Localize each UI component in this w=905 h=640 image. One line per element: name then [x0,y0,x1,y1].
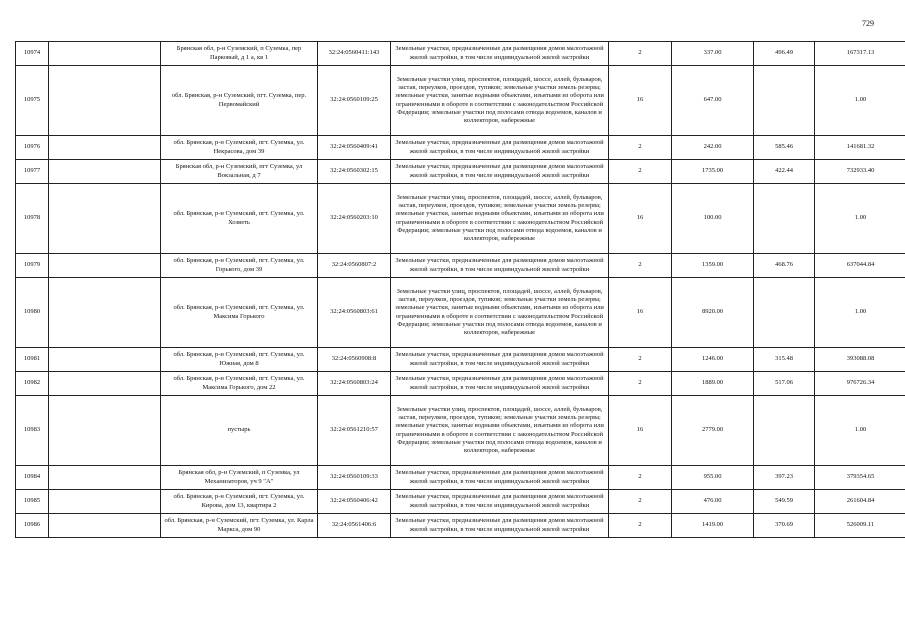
cadastral-value-cell: 141681.32 [815,136,905,160]
row-number: 10980 [16,278,49,348]
empty-cell [49,466,161,490]
land-use-cell: Земельные участки улиц, проспектов, площадей, шоссе, аллей, бульваров, застав, переулков, проездов, тупиков; земельные участки земель резерва; земельные участки, занятые водными объектами, изъятыми из оборота или ограниченными в обороте в соответствии с законодательством Российской Федерации; земельные участки под полосами отвода водоемов, каналов и коллекторов, набережные [391,184,609,254]
row-number: 10975 [16,66,49,136]
table-row [16,466,905,490]
empty-cell [49,396,161,466]
area-cell: 1419.00 [672,514,754,538]
cadastral-number-cell: 32:24:0560411:143 [318,42,391,66]
use-type-code-cell: 16 [609,184,672,254]
cadastral-value-cell: 1.00 [815,396,905,466]
row-number: 10984 [16,466,49,490]
table-row [16,160,905,184]
cadastral-number-cell: 32:24:0560406:42 [318,490,391,514]
cadastral-value-cell: 167317.13 [815,42,905,66]
empty-cell [49,160,161,184]
specific-value-cell [754,396,815,466]
row-number: 10983 [16,396,49,466]
cadastral-number-cell: 32:24:0560807:2 [318,254,391,278]
land-use-cell: Земельные участки, предназначенные для размещения домов малоэтажной жилой застройки, в том числе индивидуальной жилой застройки [391,42,609,66]
address-cell: обл. Брянская, р-н Суземский, пгт. Суземка, ул. Горького, дом 39 [161,254,318,278]
table-row [16,348,905,372]
cadastral-number-cell: 32:24:0560803:24 [318,372,391,396]
specific-value-cell: 517.06 [754,372,815,396]
address-cell: обл. Брянская, р-н Суземский, пгт. Суземка, ул. Кирова, дом 13, квартира 2 [161,490,318,514]
empty-cell [49,490,161,514]
land-use-cell: Земельные участки, предназначенные для размещения домов малоэтажной жилой застройки, в том числе индивидуальной жилой застройки [391,136,609,160]
cadastral-value-cell: 732933.40 [815,160,905,184]
empty-cell [49,66,161,136]
use-type-code-cell: 2 [609,160,672,184]
table-row [16,514,905,538]
empty-cell [49,372,161,396]
area-cell: 955.00 [672,466,754,490]
address-cell: Брянская обл, р-н Суземский, п Суземка, пер Парковый, д 1 а, кв 1 [161,42,318,66]
row-number: 10977 [16,160,49,184]
specific-value-cell: 422.44 [754,160,815,184]
specific-value-cell: 315.48 [754,348,815,372]
table-row [16,136,905,160]
row-number: 10979 [16,254,49,278]
table-row [16,66,905,136]
specific-value-cell: 397.23 [754,466,815,490]
use-type-code-cell: 2 [609,372,672,396]
address-cell: обл. Брянская, р-н Суземский, пгт. Суземка, пер. Первомайский [161,66,318,136]
land-use-cell: Земельные участки, предназначенные для размещения домов малоэтажной жилой застройки, в том числе индивидуальной жилой застройки [391,514,609,538]
table-row [16,254,905,278]
specific-value-cell: 496.49 [754,42,815,66]
cadastral-number-cell: 32:24:0561210:57 [318,396,391,466]
empty-cell [49,348,161,372]
area-cell: 1889.00 [672,372,754,396]
table-row [16,396,905,466]
table-row [16,184,905,254]
area-cell: 337.00 [672,42,754,66]
use-type-code-cell: 2 [609,348,672,372]
address-cell: обл. Брянская, р-н Суземский, пгт. Суземка, ул. Максима Горького, дом 22 [161,372,318,396]
area-cell: 100.00 [672,184,754,254]
row-number: 10974 [16,42,49,66]
use-type-code-cell: 2 [609,490,672,514]
use-type-code-cell: 2 [609,254,672,278]
cadastral-value-cell: 637044.84 [815,254,905,278]
specific-value-cell: 585.46 [754,136,815,160]
empty-cell [49,254,161,278]
use-type-code-cell: 2 [609,42,672,66]
cadastral-value-cell: 261604.84 [815,490,905,514]
address-cell: обл. Брянская, р-н Суземский, пгт. Суземка, ул. Карла Маркса, дом 90 [161,514,318,538]
cadastral-number-cell: 32:24:0560908:8 [318,348,391,372]
row-number: 10978 [16,184,49,254]
use-type-code-cell: 2 [609,136,672,160]
area-cell: 647.00 [672,66,754,136]
cadastral-value-cell: 976726.34 [815,372,905,396]
table-body [16,42,905,538]
empty-cell [49,278,161,348]
cadastral-value-cell: 379354.65 [815,466,905,490]
row-number: 10981 [16,348,49,372]
cadastral-number-cell: 32:24:0560409:41 [318,136,391,160]
area-cell: 2779.00 [672,396,754,466]
land-use-cell: Земельные участки, предназначенные для размещения домов малоэтажной жилой застройки, в том числе индивидуальной жилой застройки [391,490,609,514]
area-cell: 242.00 [672,136,754,160]
specific-value-cell: 549.59 [754,490,815,514]
address-cell: Брянская обл, р-н Суземский, пгт Суземка, ул Вокзальная, д 7 [161,160,318,184]
use-type-code-cell: 2 [609,514,672,538]
area-cell: 8920.00 [672,278,754,348]
land-use-cell: Земельные участки улиц, проспектов, площадей, шоссе, аллей, бульваров, застав, переулков, проездов, тупиков; земельные участки земель резерва; земельные участки, занятые водными объектами, изъятыми из оборота или ограниченными в обороте в соответствии с законодательством Российской Федерации; земельные участки под полосами отвода водоемов, каналов и коллекторов, набережные [391,66,609,136]
empty-cell [49,136,161,160]
use-type-code-cell: 16 [609,66,672,136]
cadastral-number-cell: 32:24:0560109:25 [318,66,391,136]
land-use-cell: Земельные участки, предназначенные для размещения домов малоэтажной жилой застройки, в том числе индивидуальной жилой застройки [391,372,609,396]
area-cell: 1246.00 [672,348,754,372]
table-row [16,490,905,514]
land-use-cell: Земельные участки, предназначенные для размещения домов малоэтажной жилой застройки, в том числе индивидуальной жилой застройки [391,348,609,372]
cadastral-value-cell: 1.00 [815,278,905,348]
row-number: 10982 [16,372,49,396]
table-row [16,278,905,348]
specific-value-cell [754,66,815,136]
specific-value-cell: 468.76 [754,254,815,278]
page-number: 729 [862,19,874,28]
use-type-code-cell: 2 [609,466,672,490]
specific-value-cell [754,184,815,254]
land-use-cell: Земельные участки, предназначенные для размещения домов малоэтажной жилой застройки, в том числе индивидуальной жилой застройки [391,254,609,278]
cadastral-number-cell: 32:24:0560203:10 [318,184,391,254]
cadastral-value-cell: 393088.08 [815,348,905,372]
area-cell: 1359.00 [672,254,754,278]
address-cell: обл. Брянская, р-н Суземский, пгт. Суземка, ул. Некрасова, дом 39 [161,136,318,160]
cadastral-value-cell: 1.00 [815,184,905,254]
land-use-cell: Земельные участки, предназначенные для размещения домов малоэтажной жилой застройки, в том числе индивидуальной жилой застройки [391,466,609,490]
table-row [16,42,905,66]
land-use-cell: Земельные участки улиц, проспектов, площадей, шоссе, аллей, бульваров, застав, переулков, проездов, тупиков; земельные участки земель резерва; земельные участки, занятые водными объектами, изъятыми из оборота или ограниченными в обороте в соответствии с законодательством Российской Федерации; земельные участки под полосами отвода водоемов, каналов и коллекторов, набережные [391,396,609,466]
address-cell: Брянская обл, р-н Суземский, п Суземка, ул Механизаторов, уч 9 "А" [161,466,318,490]
row-number: 10985 [16,490,49,514]
cadastral-value-cell: 526009.11 [815,514,905,538]
address-cell: обл. Брянская, р-н Суземский, пгт. Суземка, ул. Южная, дом 8 [161,348,318,372]
empty-cell [49,514,161,538]
cadastral-value-cell: 1.00 [815,66,905,136]
cadastral-value-table [15,41,905,538]
address-cell: обл. Брянская, р-н Суземский, пгт. Суземка, ул. Максима Горького [161,278,318,348]
table-row [16,372,905,396]
row-number: 10976 [16,136,49,160]
cadastral-number-cell: 32:24:0560803:61 [318,278,391,348]
cadastral-number-cell: 32:24:0561406:6 [318,514,391,538]
empty-cell [49,184,161,254]
cadastral-number-cell: 32:24:0560109:33 [318,466,391,490]
area-cell: 1735.00 [672,160,754,184]
use-type-code-cell: 16 [609,278,672,348]
land-use-cell: Земельные участки, предназначенные для размещения домов малоэтажной жилой застройки, в том числе индивидуальной жилой застройки [391,160,609,184]
row-number: 10986 [16,514,49,538]
area-cell: 476.00 [672,490,754,514]
cadastral-number-cell: 32:24:0560302:15 [318,160,391,184]
empty-cell [49,42,161,66]
land-use-cell: Земельные участки улиц, проспектов, площадей, шоссе, аллей, бульваров, застав, переулков, проездов, тупиков; земельные участки земель резерва; земельные участки, занятые водными объектами, изъятыми из оборота или ограниченными в обороте в соответствии с законодательством Российской Федерации; земельные участки под полосами отвода водоемов, каналов и коллекторов, набережные [391,278,609,348]
address-cell: обл. Брянская, р-н Суземский, пгт. Суземка, ул. Хозветь [161,184,318,254]
specific-value-cell [754,278,815,348]
use-type-code-cell: 16 [609,396,672,466]
address-cell: пустырь [161,396,318,466]
specific-value-cell: 370.69 [754,514,815,538]
